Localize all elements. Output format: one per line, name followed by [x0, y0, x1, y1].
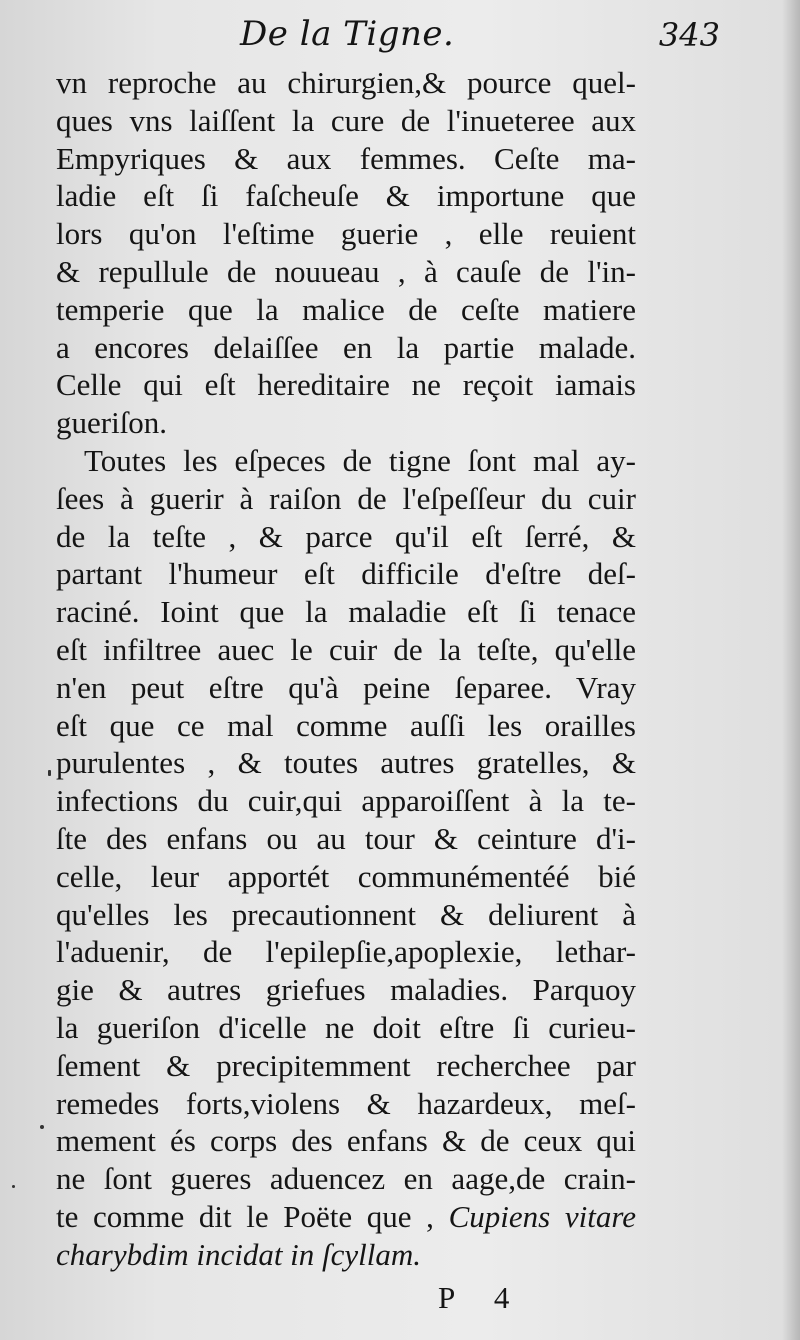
- page-number: 343: [658, 16, 720, 54]
- text-line: qu'elles les precautionnent & deliurent à: [56, 896, 636, 932]
- text-roman: te comme dit le Poëte que ,: [56, 1198, 449, 1234]
- text-line: a encores delaiſſee en la partie malade.: [56, 329, 636, 365]
- text-line: de la teſte , & parce qu'il eſt ſerré, &: [56, 518, 636, 554]
- text-line: ſees à guerir à raiſon de l'eſpeſſeur du cuir: [56, 480, 636, 516]
- text-line: [56, 1198, 636, 1236]
- paper-speck: [12, 1185, 15, 1188]
- text-line: purulentes , & toutes autres gratelles, &: [56, 745, 636, 781]
- latin-quote: charybdim incidat in ſcyllam.: [56, 1236, 422, 1272]
- text-line: Empyriques & aux femmes. Ceſte ma-: [56, 140, 636, 176]
- text-line: celle, leur apportét communémentéé bié: [56, 858, 636, 894]
- text-line: eſt que ce mal comme auſſi les orailles: [56, 707, 636, 743]
- text-line: vn reproche au chirurgien,& pource quel-: [56, 65, 636, 100]
- text-line: infections du cuir,qui apparoiſſent à la te-: [56, 783, 636, 819]
- text-line: temperie que la malice de ceſte matiere: [56, 291, 636, 327]
- text-line: la gueriſon d'icelle ne doit eſtre ſi curieu-: [56, 1009, 636, 1045]
- text-line: ques vns laiſſent la cure de l'inueteree aux: [56, 102, 636, 138]
- running-title: De la Tigne.: [240, 14, 455, 54]
- text-line: partant l'humeur eſt difficile d'eſtre deſ-: [56, 556, 636, 592]
- running-head: [60, 14, 760, 62]
- text-line: l'aduenir, de l'epilepſie,apoplexie, lethar-: [56, 934, 636, 970]
- text-line: raciné. Ioint que la maladie eſt ſi tenace: [56, 594, 636, 630]
- text-line: n'en peut eſtre qu'à peine ſeparee. Vray: [56, 669, 636, 705]
- paper-speck: [48, 770, 51, 776]
- text-line: ſte des enfans ou au tour & ceinture d'i-: [56, 820, 636, 856]
- text-line: ladie eſt ſi faſcheuſe & importune que: [56, 178, 636, 214]
- text-line: [56, 1236, 636, 1274]
- text-line: Celle qui eſt hereditaire ne reçoit iamais: [56, 367, 636, 403]
- text-line: Toutes les eſpeces de tigne ſont mal ay-: [84, 442, 636, 478]
- text-line: & repullule de nouueau , à cauſe de l'in-: [56, 253, 636, 289]
- signature-mark: P 4: [438, 1280, 526, 1315]
- text-line: ſement & precipitemment recherchee par: [56, 1047, 636, 1083]
- paper-speck: [40, 1125, 44, 1129]
- text-line: eſt infiltree auec le cuir de la teſte, qu'elle: [56, 631, 636, 667]
- text-line: gueriſon.: [56, 405, 168, 441]
- text-line: remedes forts,violens & hazardeux, meſ-: [56, 1085, 636, 1121]
- text-line: ne ſont gueres aduencez en aage,de crain-: [56, 1161, 636, 1197]
- latin-quote: Cupiens vitare: [448, 1198, 636, 1234]
- text-line: gie & autres griefues maladies. Parquoy: [56, 972, 636, 1008]
- text-line: mement és corps des enfans & de ceux qui: [56, 1123, 636, 1159]
- text-line: lors qu'on l'eſtime guerie , elle reuient: [56, 216, 636, 252]
- body-text: [56, 64, 636, 1274]
